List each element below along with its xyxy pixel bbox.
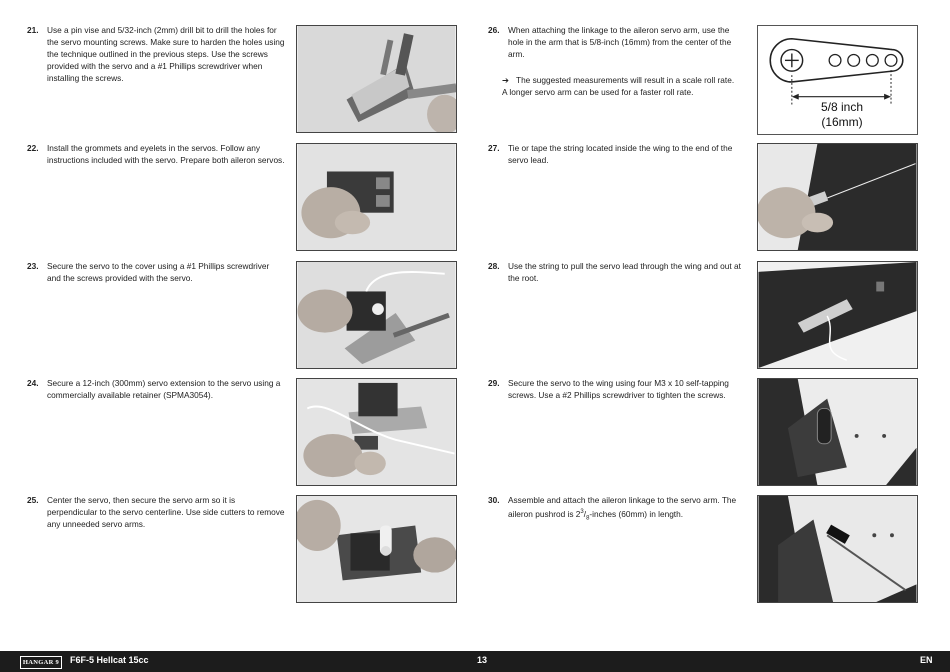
hangar9-logo: HANGAR 9 [20, 656, 62, 669]
measurement-inch: 5/8 inch [820, 100, 864, 114]
step-number: 30. [488, 495, 500, 505]
tip-note [502, 74, 738, 98]
language-code: EN [920, 655, 933, 665]
photo-step-23 [296, 261, 457, 369]
step-text: Use a pin vise and 5/32-inch (2mm) drill bit to drill the holes for the servo mounting screws. Make sure to harden the holes using the technique outlined in the previous steps. Use the screws provided with the servo and a #1 Phillips screwdriver when installing the screws. [47, 25, 285, 83]
footer-title: F6F-5 Hellcat 15cc [70, 655, 149, 665]
arrow-icon: ➔ [502, 75, 509, 85]
step-number: 28. [488, 261, 500, 271]
step-number: 26. [488, 25, 500, 35]
photo-step-28 [757, 261, 918, 369]
step-number: 27. [488, 143, 500, 153]
photo-step-25 [296, 495, 457, 603]
step-text: Center the servo, then secure the servo arm so it is perpendicular to the servo centerline. Use side cutters to remove any unneeded servo arms. [47, 495, 285, 529]
measurement-mm: (16mm) [821, 115, 863, 129]
step-number: 29. [488, 378, 500, 388]
step-text: Install the grommets and eyelets in the servos. Follow any instructions included with the servo. Prepare both aileron servos. [47, 143, 285, 165]
step-text: Use the string to pull the servo lead through the wing and out at the root. [508, 261, 741, 283]
servo-arm-diagram [757, 25, 918, 135]
page-footer [0, 651, 950, 672]
step-text: When attaching the linkage to the aileron servo arm, use the hole in the arm that is 5/8-inch (16mm) from the center of the arm. [508, 25, 732, 59]
step-number: 21. [27, 25, 39, 35]
photo-step-29 [757, 378, 918, 486]
step-text: Secure the servo to the cover using a #1 Phillips screwdriver and the screws provided with the servo. [47, 261, 270, 283]
step-number: 23. [27, 261, 39, 271]
step-text: Tie or tape the string located inside the wing to the end of the servo lead. [508, 143, 733, 165]
photo-step-30 [757, 495, 918, 603]
tip-text: The suggested measurements will result in a scale roll rate. A longer servo arm can be used for a faster roll rate. [502, 75, 735, 97]
photo-step-27 [757, 143, 918, 251]
step-text: Secure a 12-inch (300mm) servo extension to the servo using a commercially available retainer (SPMA3054). [47, 378, 281, 400]
measurement-label [758, 100, 918, 130]
step-text: Assemble and attach the aileron linkage to the servo arm. The aileron pushrod is $2^3/_8$-inches (60mm) in length. [508, 495, 737, 522]
photo-step-22 [296, 143, 457, 251]
fraction-denominator: 8 [586, 515, 590, 522]
step-number: 25. [27, 495, 39, 505]
step-number: 22. [27, 143, 39, 153]
step-number: 24. [27, 378, 39, 388]
page-number: 13 [476, 655, 487, 665]
photo-step-24 [296, 378, 457, 486]
step-text: Secure the servo to the wing using four M3 x 10 self-tapping screws. Use a #2 Phillips screwdriver to tighten the screws. [508, 378, 729, 400]
photo-step-21 [296, 25, 457, 133]
fraction-numerator: 3 [580, 509, 584, 515]
